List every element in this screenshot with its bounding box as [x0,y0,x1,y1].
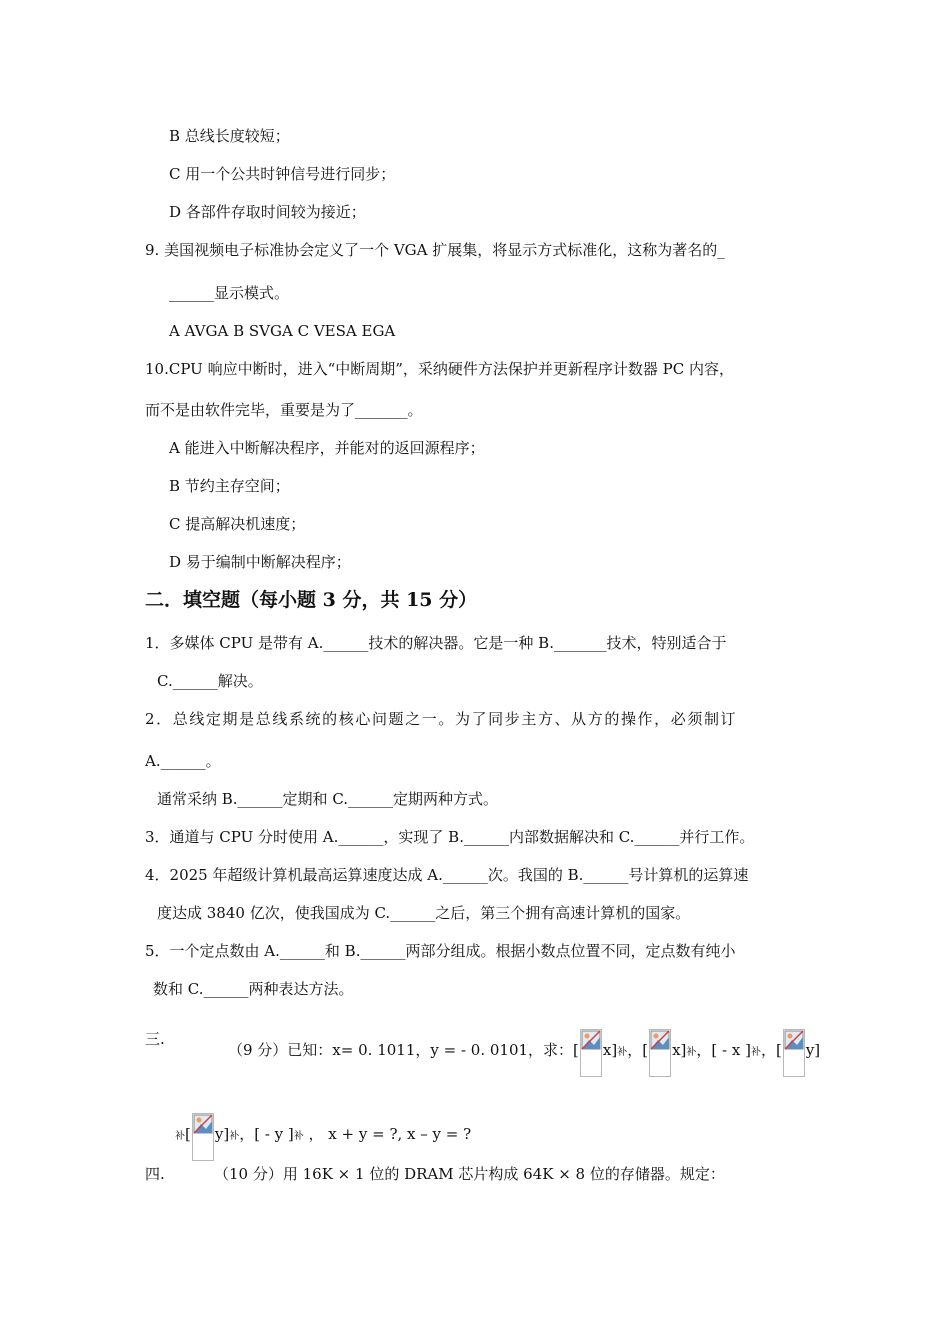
y-close: y] [805,1041,821,1059]
broken-image-icon [192,1113,214,1161]
bu-subscript: 补 [617,1047,628,1058]
q8-option-c: C 用一个公共时钟信号进行同步； [169,165,396,183]
separator: ， [627,1041,643,1059]
broken-image-icon [580,1029,602,1077]
x-close: x] [602,1041,618,1059]
fill-q5-line-1: 5．一个定点数由 A.______和 B.______两部分组成。根据小数点位置不同，定点数有纯小 [145,942,736,960]
neg-x: [ - x ] [711,1041,751,1059]
broken-image-icon [649,1029,671,1077]
fill-q1-line-1: 1．多媒体 CPU 是带有 A.______技术的解决器。它是一种 B._______技术，特别适合于 [145,634,727,652]
q10-line-1: 10.CPU 响应中断时，进入“中断周期”，采纳硬件方法保护并更新程序计数器 PC 内容， [145,360,735,378]
sum-diff: ， x + y = ?, x – y = ? [303,1125,472,1143]
q8-option-d: D 各部件存取时间较为接近； [169,203,366,221]
x-close: x] [672,1041,687,1059]
bu-subscript: 补 [229,1131,240,1142]
fill-q2-line-3: 通常采纳 B.______定期和 C.______定期两种方式。 [157,790,499,808]
bracket: [ [642,1041,649,1059]
q10-option-a: A 能进入中断解决程序，并能对的返回源程序； [169,439,485,457]
q9-line-2: ______显示模式。 [169,284,290,302]
fill-q2-line-2: A.______。 [145,752,221,770]
q8-option-b: B 总线长度较短； [169,127,290,145]
fill-q1-line-2: C.______解决。 [157,672,263,690]
section-3-given: （9 分）已知：x= 0. 1011，y = - 0. 0101，求： [228,1041,574,1059]
q10-line-2: 而不是由软件完毕，重要是为了_______。 [145,401,423,419]
broken-image-icon [783,1029,805,1077]
fill-q4-line-2: 度达成 3840 亿次，使我国成为 C.______之后，第三个拥有高速计算机的国家。 [157,904,691,922]
q9-line-1: 9. 美国视频电子标准协会定义了一个 VGA 扩展集，将显示方式标准化，这称为著名的_ [145,241,725,259]
y-close: y] [214,1125,230,1143]
q9-options: A AVGA B SVGA C VESA EGA [169,322,396,340]
fill-q3: 3．通道与 CPU 分时使用 A.______，实现了 B.______内部数据解决和 C.______并行工作。 [145,828,755,846]
bu-subscript: 补 [750,1047,761,1058]
q10-option-c: C 提高解决机速度； [169,515,306,533]
section-3-number: 三. [145,1030,165,1048]
separator: ， [239,1125,255,1143]
bu-subscript: 补 [686,1047,697,1058]
q10-option-b: B 节约主存空间； [169,477,290,495]
section-2-heading: 二．填空题（每小题 3 分，共 15 分） [145,589,478,611]
q10-option-d: D 易于编制中断解决程序； [169,553,351,571]
section-3-line-1 [228,1029,820,1077]
separator: ， [696,1041,712,1059]
neg-y: [ - y ] [254,1125,294,1143]
fill-q4-line-1: 4．2025 年超级计算机最高运算速度达成 A.______次。我国的 B.______号计算机的运算速 [145,866,749,884]
bracket: [ [775,1041,782,1059]
bu-subscript: 补 [293,1131,304,1142]
bracket: [ [573,1041,579,1059]
section-4-number: 四. [145,1165,165,1183]
bracket: [ [185,1125,191,1143]
bu-subscript: 补 [175,1131,185,1142]
section-3-line-2 [175,1113,471,1161]
section-4-text: （10 分）用 16K × 1 位的 DRAM 芯片构成 64K × 8 位的存储器。规定： [214,1165,725,1183]
fill-q2-line-1: 2．总线定期是总线系统的核心问题之一。为了同步主方、从方的操作，必须制订 [145,710,738,728]
separator: ， [760,1041,776,1059]
fill-q5-line-2: 数和 C.______两种表达方法。 [153,980,354,998]
